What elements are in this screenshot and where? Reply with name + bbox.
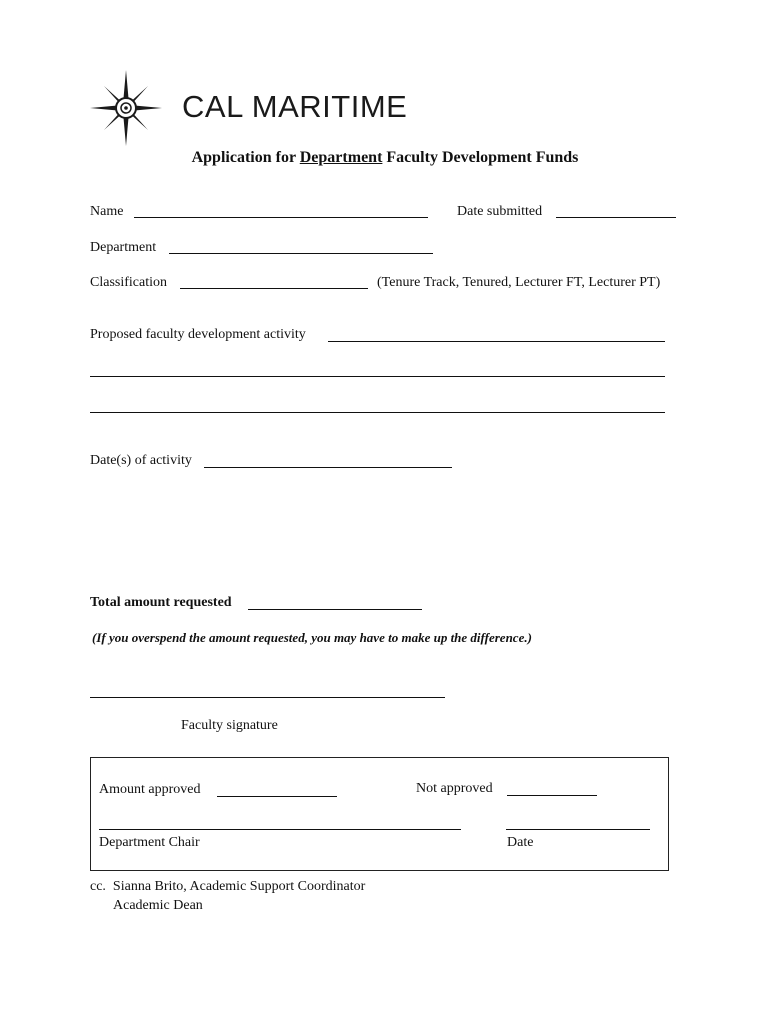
total-amount-label: Total amount requested bbox=[90, 595, 232, 610]
form-title: Application for Department Faculty Development Funds bbox=[191, 149, 579, 166]
cc-line-2: Academic Dean bbox=[113, 898, 203, 913]
approval-box bbox=[90, 757, 669, 871]
name-field[interactable] bbox=[134, 217, 428, 218]
activity-field-line-3[interactable] bbox=[90, 412, 665, 413]
name-label: Name bbox=[90, 204, 124, 219]
classification-label: Classification bbox=[90, 275, 167, 290]
department-chair-signature-field[interactable] bbox=[99, 829, 461, 830]
date-submitted-field[interactable] bbox=[556, 217, 676, 218]
total-amount-field[interactable] bbox=[248, 609, 422, 610]
not-approved-label: Not approved bbox=[416, 781, 493, 796]
faculty-signature-field[interactable] bbox=[90, 697, 445, 698]
dates-label: Date(s) of activity bbox=[90, 453, 192, 468]
overspend-note: (If you overspend the amount requested, you may have to make up the difference.) bbox=[92, 630, 532, 645]
faculty-signature-label: Faculty signature bbox=[181, 718, 278, 733]
activity-field-line-1[interactable] bbox=[328, 341, 665, 342]
amount-approved-label: Amount approved bbox=[99, 782, 201, 797]
date-submitted-label: Date submitted bbox=[457, 204, 543, 219]
cc-line-1: cc. Sianna Brito, Academic Support Coordinator bbox=[90, 879, 366, 894]
compass-rose-logo-icon bbox=[88, 70, 164, 146]
department-chair-label: Department Chair bbox=[99, 835, 200, 850]
activity-label: Proposed faculty development activity bbox=[90, 327, 306, 342]
approval-date-label: Date bbox=[507, 835, 534, 850]
activity-field-line-2[interactable] bbox=[90, 376, 665, 377]
dates-field[interactable] bbox=[204, 467, 452, 468]
department-field[interactable] bbox=[169, 253, 433, 254]
not-approved-field[interactable] bbox=[507, 795, 597, 796]
amount-approved-field[interactable] bbox=[217, 796, 337, 797]
classification-field[interactable] bbox=[180, 288, 368, 289]
approval-date-field[interactable] bbox=[506, 829, 650, 830]
logo-wordmark: CAL MARITIME bbox=[182, 89, 408, 124]
title-underlined-word: Department bbox=[299, 149, 383, 166]
classification-options: (Tenure Track, Tenured, Lecturer FT, Lecturer PT) bbox=[377, 275, 661, 290]
department-label: Department bbox=[90, 240, 157, 255]
